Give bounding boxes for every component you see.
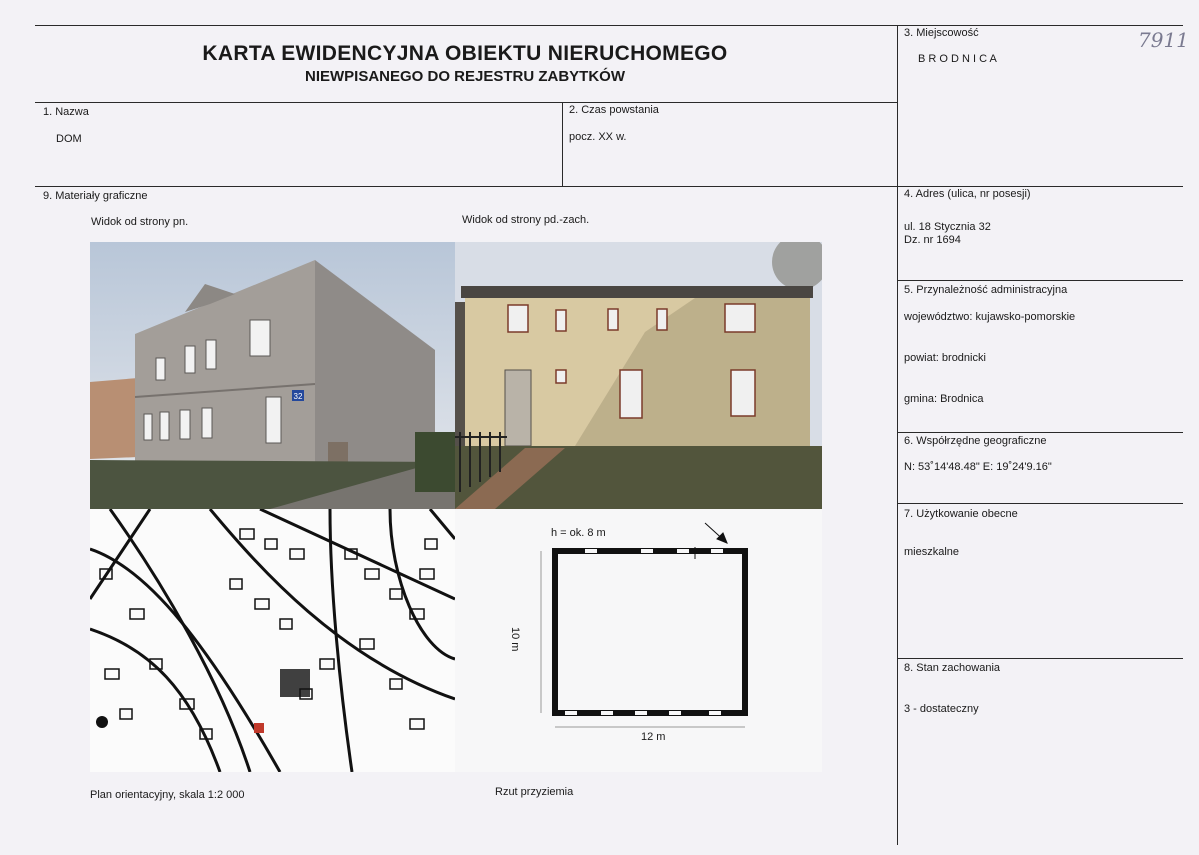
- admin-commune: gmina: Brodnica: [904, 393, 984, 405]
- page-title: KARTA EWIDENCYJNA OBIEKTU NIERUCHOMEGO: [202, 42, 728, 65]
- caption-view-southwest: Widok od strony pd.-zach.: [462, 214, 590, 226]
- card-number-handwritten: 7911: [1138, 28, 1189, 52]
- graphics-label: 9. Materiały graficzne: [43, 190, 148, 202]
- width-label: 12 m: [641, 731, 666, 743]
- admin-label: 5. Przynależność administracyjna: [904, 284, 1068, 296]
- right-column-divider: [897, 25, 898, 845]
- page-subtitle: NIEWPISANEGO DO REJESTRU ZABYTKÓW: [304, 68, 626, 85]
- title-rule: [35, 102, 897, 103]
- condition-value: 3 - dostateczny: [904, 703, 979, 715]
- condition-label: 8. Stan zachowania: [904, 662, 1001, 674]
- name-rule: [35, 186, 1183, 187]
- top-rule: [35, 25, 1183, 26]
- house-number-plate: 32: [293, 392, 303, 401]
- coords-value: N: 53˚14'48.48" E: 19˚24'9.16": [904, 461, 1052, 473]
- caption-view-north: Widok od strony pn.: [91, 216, 189, 228]
- address-label: 4. Adres (ulica, nr posesji): [904, 188, 1031, 200]
- name-period-divider: [562, 102, 563, 186]
- period-value: pocz. XX w.: [569, 131, 627, 143]
- depth-label: 10 m: [509, 627, 521, 652]
- orientation-map: [90, 509, 455, 772]
- admin-voivodeship: województwo: kujawsko-pomorskie: [904, 311, 1076, 323]
- usage-rule: [897, 658, 1183, 659]
- usage-label: 7. Użytkowanie obecne: [904, 508, 1018, 520]
- coords-label: 6. Współrzędne geograficzne: [904, 435, 1047, 447]
- admin-rule: [897, 432, 1183, 433]
- caption-plan: Plan orientacyjny, skala 1:2 000: [90, 789, 245, 801]
- address-rule: [897, 280, 1183, 281]
- ground-floor-plan: [455, 509, 822, 772]
- photo-north-view: [90, 242, 455, 509]
- address-street: ul. 18 Stycznia 32: [904, 221, 991, 233]
- usage-value: mieszkalne: [904, 546, 960, 558]
- height-label: h = ok. 8 m: [551, 527, 606, 539]
- admin-county: powiat: brodnicki: [904, 352, 986, 364]
- period-label: 2. Czas powstania: [569, 104, 659, 116]
- name-value: DOM: [56, 133, 82, 145]
- address-parcel: Dz. nr 1694: [904, 234, 961, 246]
- name-label: 1. Nazwa: [43, 106, 89, 118]
- locality-value: B R O D N I C A: [918, 53, 997, 65]
- locality-label: 3. Miejscowość: [904, 27, 979, 39]
- coords-rule: [897, 503, 1183, 504]
- photo-southwest-view: [455, 242, 822, 509]
- caption-ground-plan: Rzut przyziemia: [495, 786, 574, 798]
